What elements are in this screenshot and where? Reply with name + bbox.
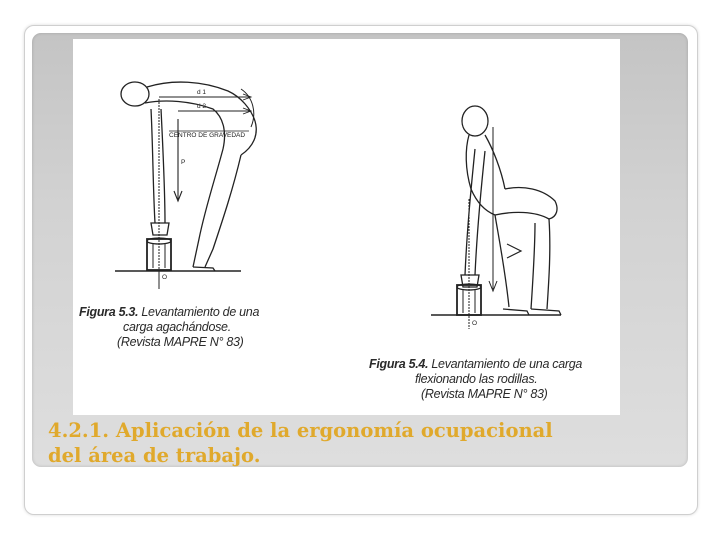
figure-5-4-line1: Levantamiento de una carga xyxy=(431,357,583,371)
figure-5-4-line3: (Revista MAPRE N° 83) xyxy=(421,387,548,401)
figure-5-4-caption xyxy=(369,357,582,402)
d1-label: d 1 xyxy=(197,89,207,96)
p-label: P xyxy=(181,159,186,166)
center-of-gravity-label: CENTRO DE GRAVEDAD xyxy=(169,132,246,139)
figure-5-4-drawing xyxy=(431,106,561,329)
figure-5-3-line3: (Revista MAPRE N° 83) xyxy=(117,335,244,349)
figure-5-3-label: Figura 5.3. xyxy=(79,305,139,319)
figure-5-3-line2: carga agachándose. xyxy=(123,320,231,334)
slide-title xyxy=(48,418,688,468)
o-label-5-4: O xyxy=(472,320,478,327)
figure-5-4-labels xyxy=(472,320,477,327)
figure-image xyxy=(73,39,620,415)
slide-title-line2: del área de trabajo. xyxy=(48,444,261,467)
figure-5-4-line2: flexionando las rodillas. xyxy=(415,372,538,386)
slide-title-line1: 4.2.1. Aplicación de la ergonomía ocupacional xyxy=(48,419,553,442)
o-label-5-3: O xyxy=(162,274,168,281)
figure-5-4-label: Figura 5.4. xyxy=(369,357,429,371)
figure-5-3-drawing xyxy=(115,82,256,289)
figure-5-3-line1: Levantamiento de una xyxy=(141,305,260,319)
d2-label: d 2 xyxy=(197,103,207,110)
figure-5-3-caption xyxy=(79,305,259,350)
